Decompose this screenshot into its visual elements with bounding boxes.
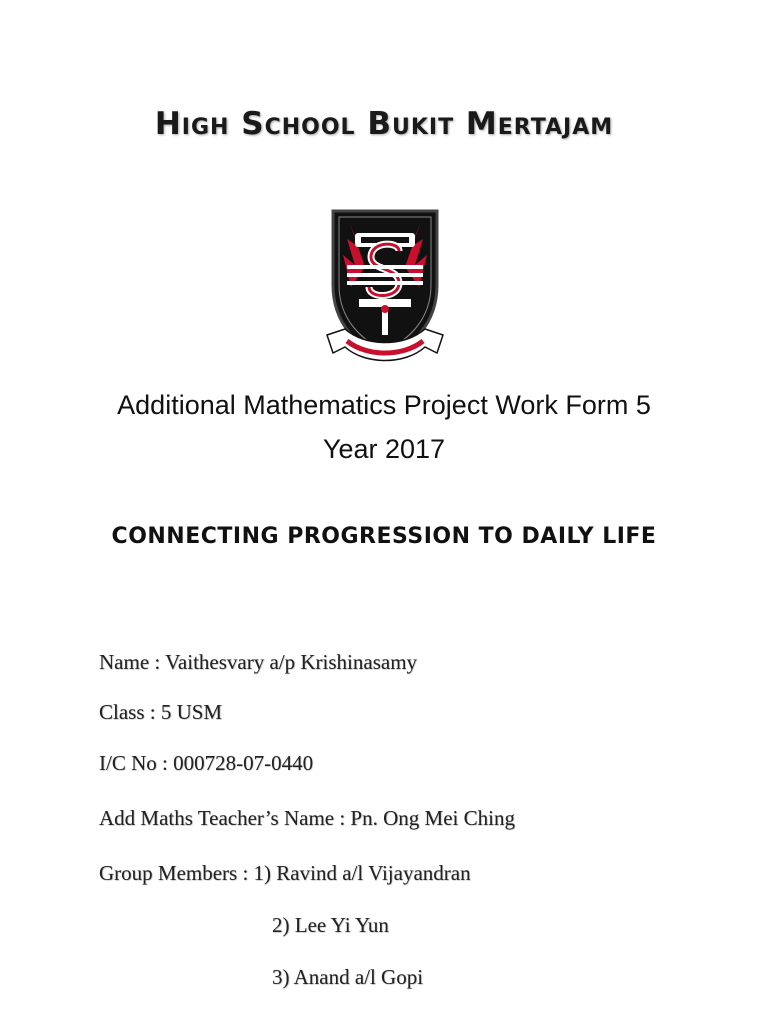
teacher-name-field: Add Maths Teacher’s Name : Pn. Ong Mei Ching — [99, 806, 515, 830]
school-title: High School Bukit Mertajam — [154, 106, 614, 142]
school-crest-logo — [325, 207, 445, 367]
project-title-line1: Additional Mathematics Project Work Form 5 — [117, 390, 651, 420]
group-member-2: 2) Lee Yi Yun — [272, 913, 389, 937]
group-members-field: Group Members : 1) Ravind a/l Vijayandran — [99, 861, 471, 885]
group-member-3: 3) Anand a/l Gopi — [272, 965, 424, 989]
project-title-line2: Year 2017 — [322, 434, 446, 464]
class-field: Class : 5 USM — [99, 700, 223, 724]
ic-number-field: I/C No : 000728-07-0440 — [99, 751, 314, 775]
project-topic-heading: CONNECTING PROGRESSION TO DAILY LIFE — [111, 524, 657, 549]
student-name-field: Name : Vaithesvary a/p Krishinasamy — [99, 650, 418, 674]
